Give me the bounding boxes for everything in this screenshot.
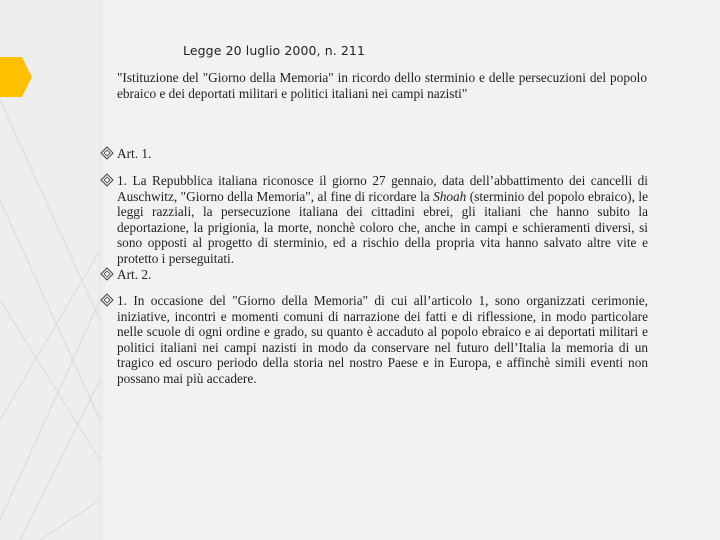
diamond-bullet-icon <box>100 267 114 281</box>
bullet-item <box>100 173 648 266</box>
bullet-text: Art. 2. <box>117 267 152 282</box>
bullet-item <box>100 293 648 386</box>
bullet-text: 1. In occasione del "Giorno della Memoria" di cui all’articolo 1, sono organizzati cerimonie, iniziative, incontri e momenti comuni di narrazione dei fatti e di riflessione, in modo particolare nelle scuole di ogni ordine e grado, su quanto è accaduto al popolo ebraico e ai deportati militari e politici italiani nei campi nazisti in modo da conservare nel futuro dell’Italia la memoria di un tragico ed oscuro periodo della storia nel nostro Paese e in Europa, e affinchè simili eventi non possano mai più accadere. <box>117 293 648 386</box>
bullet-text-after: (sterminio del popolo ebraico), le leggi razziali, la persecuzione italiana dei cittadini ebrei, gli italiani che hanno subito la deportazione, la prigionia, la morte, nonchè coloro che, anche in campi e schieramenti diversi, si sono opposti al progetto di sterminio, ed a rischio della propria vita hanno salvato altre vite e protetto i perseguitati. <box>117 188 649 266</box>
bullet-item <box>100 146 648 162</box>
law-intro: "Istituzione del "Giorno della Memoria" in ricordo dello sterminio e delle persecuzioni del popolo ebraico e dei deportati militari e politici italiani nei campi nazisti" <box>117 70 647 101</box>
diamond-bullet-icon <box>100 173 114 187</box>
accent-bar <box>0 57 22 97</box>
bullet-text: Art. 1. <box>117 146 152 161</box>
bullet-text-before: 1. La Repubblica italiana riconosce il giorno 27 gennaio, data dell’abbattimento dei cancelli di Auschwitz, "Giorno della Memoria", al fine di ricordare la <box>117 173 648 204</box>
document-title: Legge 20 luglio 2000, n. 211 <box>183 43 366 58</box>
bullet-text <box>117 173 648 266</box>
diamond-bullet-icon <box>100 146 114 160</box>
bullet-item <box>100 267 648 283</box>
diamond-bullet-icon <box>100 293 114 307</box>
bullet-text-emphasis: Shoah <box>433 188 467 204</box>
accent-arrow-tip <box>22 57 32 97</box>
